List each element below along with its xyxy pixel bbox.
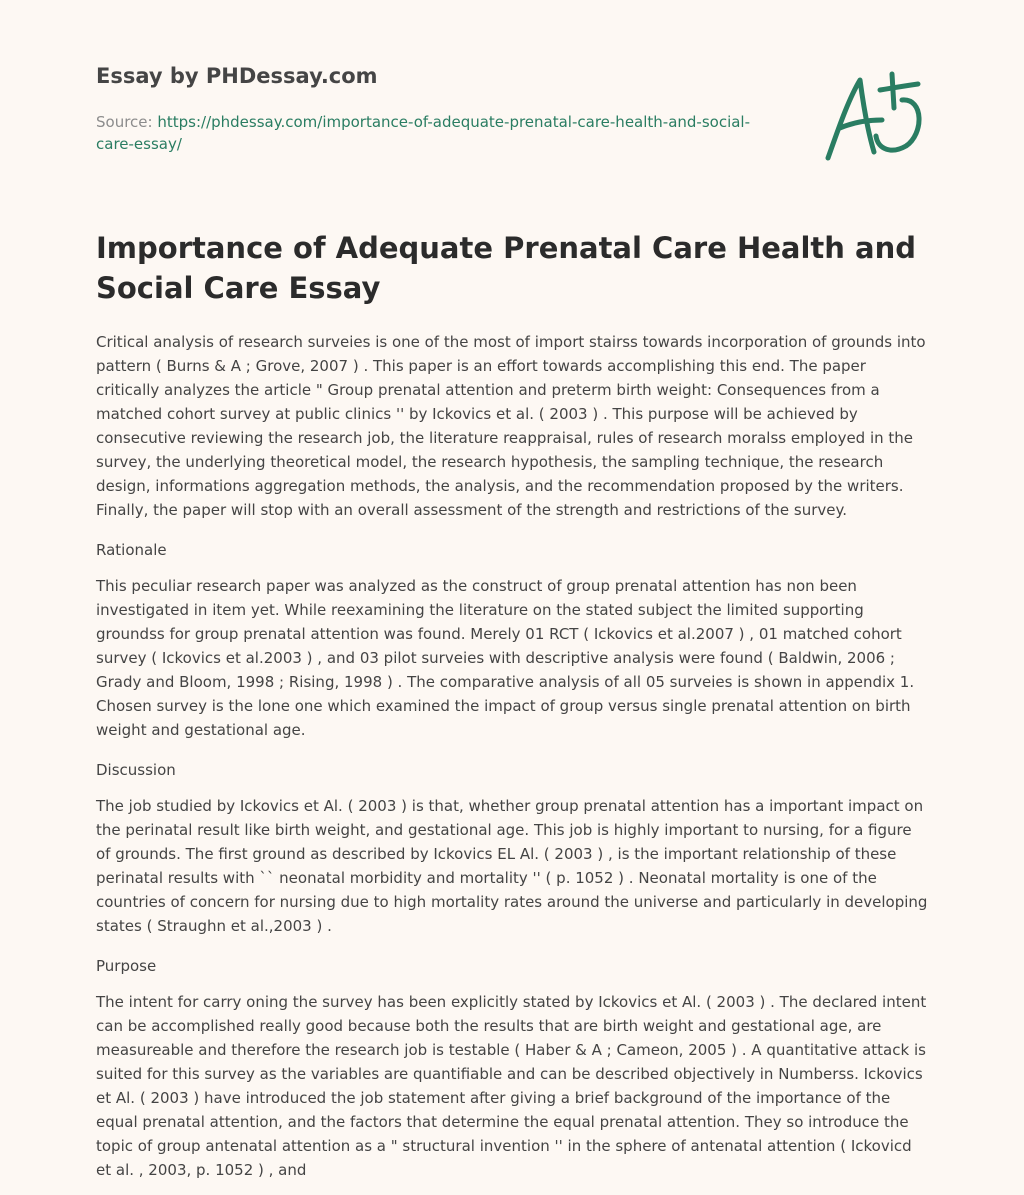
- section-text-rationale: This peculiar research paper was analyzed as the construct of group prenatal attention has non been investigated in item yet. While reexamining the literature on the stated subject the limited supporting groundss for group prenatal attention was found. Merely 01 RCT ( Ickovics et al.2007 ) , 01 matched cohort survey ( Ickovics et al.2003 ) , and 03 pilot surveies with descriptive analysis were found ( Baldwin, 2006 ; Grady and Bloom, 1998 ; Rising, 1998 ) . The comparative analysis of all 05 surveies is shown in appendix 1. Chosen survey is the lone one which examined the impact of group versus single prenatal attention on birth weight and gestational age.: [96, 577, 915, 739]
- section-heading-discussion: Discussion: [96, 761, 176, 779]
- site-title: Essay by PHDessay.com: [96, 64, 378, 88]
- page-header: [96, 0, 928, 190]
- section-text-discussion: The job studied by Ickovics et Al. ( 2003 ) is that, whether group prenatal attention has a important impact on the perinatal result like birth weight, and gestational age. This job is highly important to nursing, for a figure of grounds. The first ground as described by Ickovics EL Al. ( 2003 ) , is the important relationship of these perinatal results with `` neonatal morbidity and mortality '' ( p. 1052 ) . Neonatal mortality is one of the countries of concern for nursing due to high mortality rates around the universe and particularly in developing states ( Straughn et al.,2003 ) .: [96, 797, 928, 935]
- source-line: [96, 111, 776, 155]
- section-text-purpose: The intent for carry oning the survey has been explicitly stated by Ickovics et Al. ( 2003 ) . The declared intent can be accomplished really good because both the results that are birth weight and gestational age, are measureable and therefore the research job is testable ( Haber & A ; Cameon, 2005 ) . A quantitative attack is suited for this survey as the variables are quantifiable and can be described objectively in Numberss. Ickovics et Al. ( 2003 ) have introduced the job statement after giving a brief background of the importance of the equal prenatal attention, and the factors that determine the equal prenatal attention. They so introduce the topic of group antenatal attention as a " structural invention '' in the sphere of antenatal attention ( Ickovicd et al. , 2003, p. 1052 ) , and: [96, 993, 927, 1179]
- essay-body: [96, 330, 928, 1182]
- source-link[interactable]: https://phdessay.com/importance-of-adequate-prenatal-care-health-and-social-care-essay/: [96, 113, 751, 153]
- section-heading-rationale: Rationale: [96, 541, 167, 559]
- source-label: Source:: [96, 113, 153, 131]
- a-plus-logo-icon: [824, 70, 928, 164]
- section-heading-purpose: Purpose: [96, 957, 157, 975]
- essay-title: Importance of Adequate Prenatal Care Health and Social Care Essay: [96, 231, 916, 305]
- intro-paragraph: Critical analysis of research surveies is one of the most of import stairss towards incorporation of grounds into pattern ( Burns & A ; Grove, 2007 ) . This paper is an effort towards accomplishing this end. The paper critically analyzes the article " Group prenatal attention and preterm birth weight: Consequences from a matched cohort survey at public clinics '' by Ickovics et al. ( 2003 ) . This purpose will be achieved by consecutive reviewing the research job, the literature reappraisal, rules of research moralss employed in the survey, the underlying theoretical model, the research hypothesis, the sampling technique, the research design, informations aggregation methods, the analysis, and the recommendation proposed by the writers. Finally, the paper will stop with an overall assessment of the strength and restrictions of the survey.: [96, 333, 926, 519]
